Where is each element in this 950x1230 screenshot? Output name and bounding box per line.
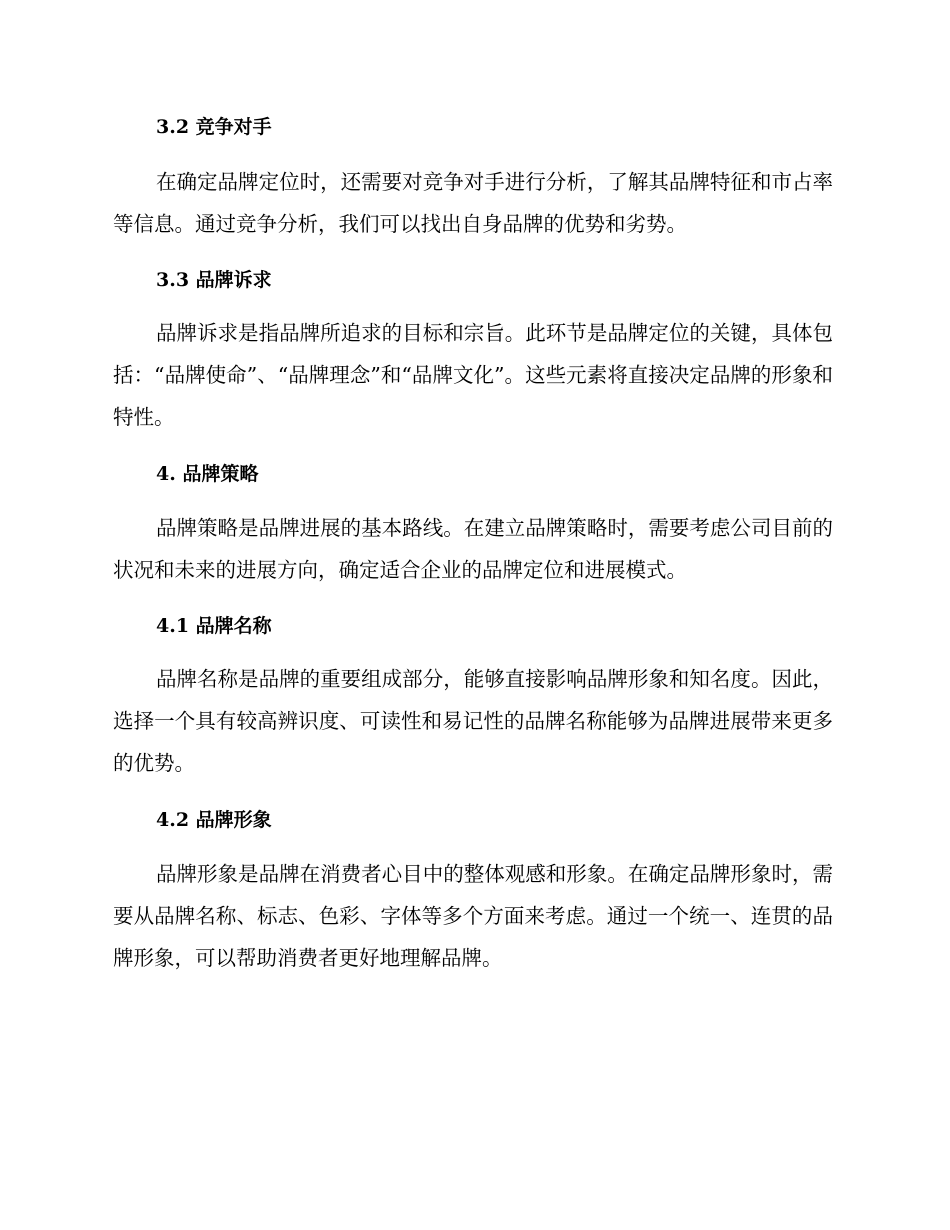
section-body-3-2: 在确定品牌定位时，还需要对竞争对手进行分析，了解其品牌特征和市占率等信息。通过竞争分析，我们可以找出自身品牌的优势和劣势。 bbox=[113, 170, 833, 236]
section-heading-3-2: 3.2 竞争对手 bbox=[156, 116, 272, 138]
section-body-3-3: 品牌诉求是指品牌所追求的目标和宗旨。此环节是品牌定位的关键，具体包括：“品牌使命”、“品牌理念”和“品牌文化”。这些元素将直接决定品牌的形象和特性。 bbox=[113, 321, 833, 429]
section-heading-3-3: 3.3 品牌诉求 bbox=[156, 269, 272, 291]
section-heading-4-2: 4.2 品牌形象 bbox=[156, 809, 272, 831]
section-heading-4-1: 4.1 品牌名称 bbox=[156, 615, 272, 637]
section-body-4: 品牌策略是品牌进展的基本路线。在建立品牌策略时，需要考虑公司目前的状况和未来的进展方向，确定适合企业的品牌定位和进展模式。 bbox=[113, 516, 833, 582]
section-heading-4: 4. 品牌策略 bbox=[156, 463, 259, 485]
section-body-4-2: 品牌形象是品牌在消费者心目中的整体观感和形象。在确定品牌形象时，需要从品牌名称、标志、色彩、字体等多个方面来考虑。通过一个统一、连贯的品牌形象，可以帮助消费者更好地理解品牌。 bbox=[113, 862, 833, 970]
section-body-4-1: 品牌名称是品牌的重要组成部分，能够直接影响品牌形象和知名度。因此，选择一个具有较高辨识度、可读性和易记性的品牌名称能够为品牌进展带来更多的优势。 bbox=[113, 667, 833, 775]
